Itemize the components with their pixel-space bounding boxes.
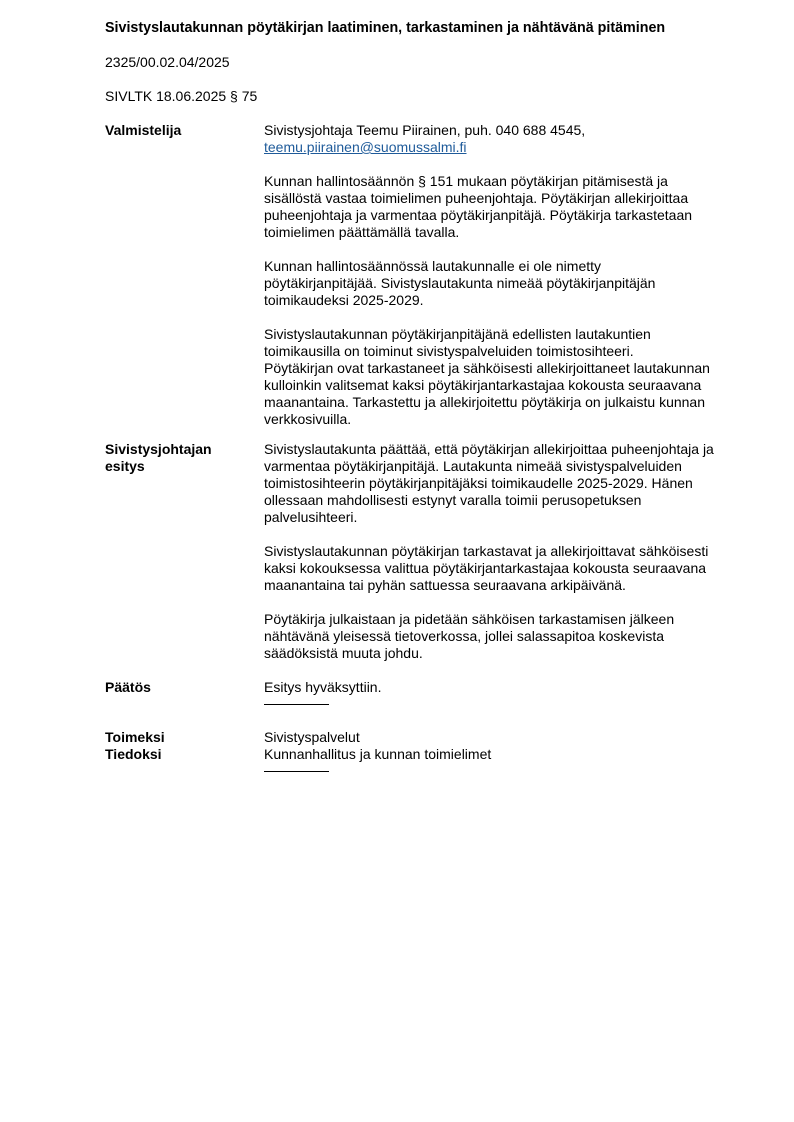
section-label-esitys: Sivistysjohtajan esitys: [105, 441, 212, 474]
section-content-paatos: [264, 679, 738, 705]
section-label-paatos: Päätös: [105, 679, 151, 695]
section-content-tiedoksi: Kunnanhallitus ja kunnan toimielimet: [264, 746, 738, 772]
meeting-reference: SIVLTK 18.06.2025 § 75: [105, 88, 258, 104]
section-content-valmistelija: [264, 122, 738, 428]
section-label-tiedoksi: Tiedoksi: [105, 746, 162, 762]
section-label-valmistelija: Valmistelija: [105, 122, 182, 138]
valmistelija-paragraph-3: Sivistyslautakunnan pöytäkirjanpitäjänä edellisten lautakuntien toimikausilla on toiminut sivistyspalveluiden toimistosihteeri. Pöytäkirjan ovat tarkastaneet ja sähköisesti allekirjoittaneet lautakunnan kulloinkin valitsemat kaksi pöytäkirjantarkastajaa kokousta seuraavana maanantaina. Tarkastettu ja allekirjoitettu pöytäkirja on julkaistu kunnan verkkosivuilla.: [264, 326, 710, 427]
decision-separator: [264, 704, 329, 705]
document-title: Sivistyslautakunnan pöytäkirjan laatiminen, tarkastaminen ja nähtävänä pitäminen: [105, 20, 666, 36]
section-content-toimeksi: Sivistyspalvelut: [264, 729, 360, 745]
esitys-paragraph-3: Pöytäkirja julkaistaan ja pidetään sähköisen tarkastamisen jälkeen nähtävänä yleisessä tietoverkossa, jollei salassapitoa koskevista säädöksistä muuta johdu.: [264, 611, 675, 661]
record-number: 2325/00.02.04/2025: [105, 54, 230, 70]
section-content-esitys: [264, 441, 738, 662]
esitys-paragraph-1: Sivistyslautakunta päättää, että pöytäkirjan allekirjoittaa puheenjohtaja ja varmentaa pöytäkirjanpitäjä. Lautakunta nimeää sivistyspalveluiden toimistosihteerin pöytäkirjanpitäjäksi toimikaudelle 2025-2029. Hänen ollessaan mahdollisesti estynyt varalla toimii perusopetuksen palvelusihteeri.: [264, 441, 714, 525]
decision-text: Esitys hyväksyttiin.: [264, 679, 382, 695]
preparer-line: Sivistysjohtaja Teemu Piirainen, puh. 040 688 4545,: [264, 122, 586, 138]
distribution-separator: [264, 771, 329, 772]
valmistelija-paragraph-2: Kunnan hallintosäännössä lautakunnalle ei ole nimetty pöytäkirjanpitäjää. Sivistyslautakunta nimeää pöytäkirjanpitäjän toimikaudeksi 2025-2029.: [264, 258, 656, 308]
esitys-paragraph-2: Sivistyslautakunnan pöytäkirjan tarkastavat ja allekirjoittavat sähköisesti kaksi kokouksessa valittua pöytäkirjantarkastajaa kokousta seuraavana maanantaina tai pyhän sattuessa seuraavana arkipäivänä.: [264, 543, 709, 593]
valmistelija-paragraph-1: Kunnan hallintosäännön § 151 mukaan pöytäkirjan pitämisestä ja sisällöstä vastaa toimielimen puheenjohtaja. Pöytäkirjan allekirjoittaa puheenjohtaja ja varmentaa pöytäkirjanpitäjä. Pöytäkirja tarkastetaan toimielimen päättämällä tavalla.: [264, 173, 693, 240]
preparer-email-link[interactable]: teemu.piirainen@suomussalmi.fi: [264, 139, 467, 155]
section-label-toimeksi: Toimeksi: [105, 729, 165, 745]
